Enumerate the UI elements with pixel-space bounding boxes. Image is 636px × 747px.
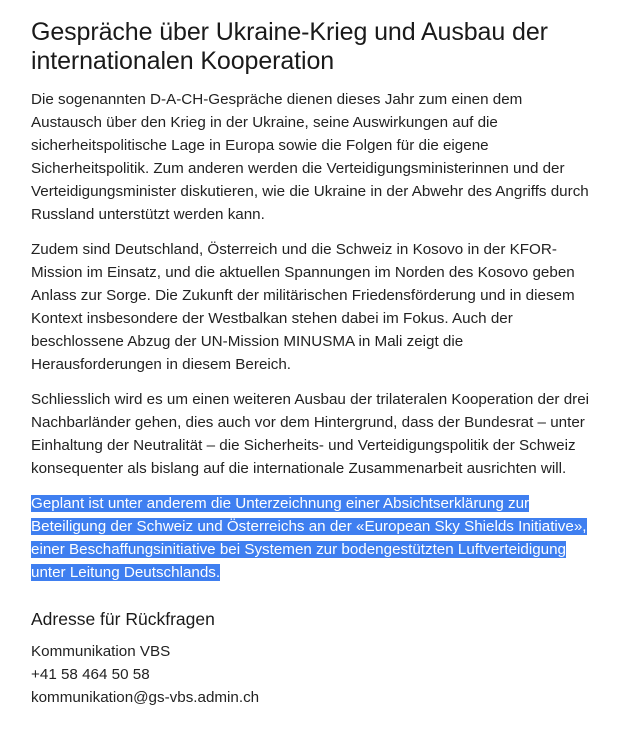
paragraph-kosovo: Zudem sind Deutschland, Österreich und die Schweiz in Kosovo in der KFOR-Mission im Einsatz, und die aktuellen Spannungen im Norden des Kosovo geben Anlass zur Sorge. Die Zukunft der militärischen Friedensförderung und in diesem Kontext insbesondere der Westbalkan stehen dabei im Fokus. Auch der beschlossene Abzug der UN-Mission MINUSMA in Mali zeigt die Herausforderungen in diesem Bereich. xyxy=(31,241,575,373)
contact-phone-link[interactable]: +41 58 464 50 58 xyxy=(31,666,150,683)
paragraph-sky-shield-selected[interactable] xyxy=(31,492,591,584)
article-title: Gespräche über Ukraine-Krieg und Ausbau der internationalen Kooperation xyxy=(31,18,548,75)
contact-organization: Kommunikation VBS xyxy=(31,643,171,660)
contact-email-link[interactable]: kommunikation@gs-vbs.admin.ch xyxy=(31,689,260,706)
text-selection-highlight[interactable]: Geplant ist unter anderem die Unterzeichnung einer Absichtserklärung zur Beteiligung der Schweiz und Österreichs an der «European Sky Shields Initiative», einer Beschaffungsinitiative bei Systemen zur bodengestützten Luftverteidigung unter Leitung Deutschlands. xyxy=(31,495,587,581)
paragraph-cooperation: Schliesslich wird es um einen weiteren Ausbau der trilateralen Kooperation der drei Nachbarländer gehen, dies auch vor dem Hintergrund, dass der Bundesrat – unter Einhaltung der Neutralität – die Sicherheits- und Verteidigungspolitik der Schweiz konsequenter als bislang auf die internationale Zusammenarbeit ausrichten will. xyxy=(31,391,590,477)
contact-heading: Adresse für Rückfragen xyxy=(31,609,215,629)
contact-block xyxy=(31,640,591,709)
paragraph-ukraine: Die sogenannten D-A-CH-Gespräche dienen dieses Jahr zum einen dem Austausch über den Krieg in der Ukraine, seine Auswirkungen auf die sicherheitspolitische Lage in Europa sowie die Folgen für die eigene Sicherheitspolitik. Zum anderen werden die Verteidigungsministerinnen und der Verteidigungsminister diskutieren, wie die Ukraine in der Abwehr des Angriffs durch Russland unterstützt werden kann. xyxy=(31,91,589,223)
